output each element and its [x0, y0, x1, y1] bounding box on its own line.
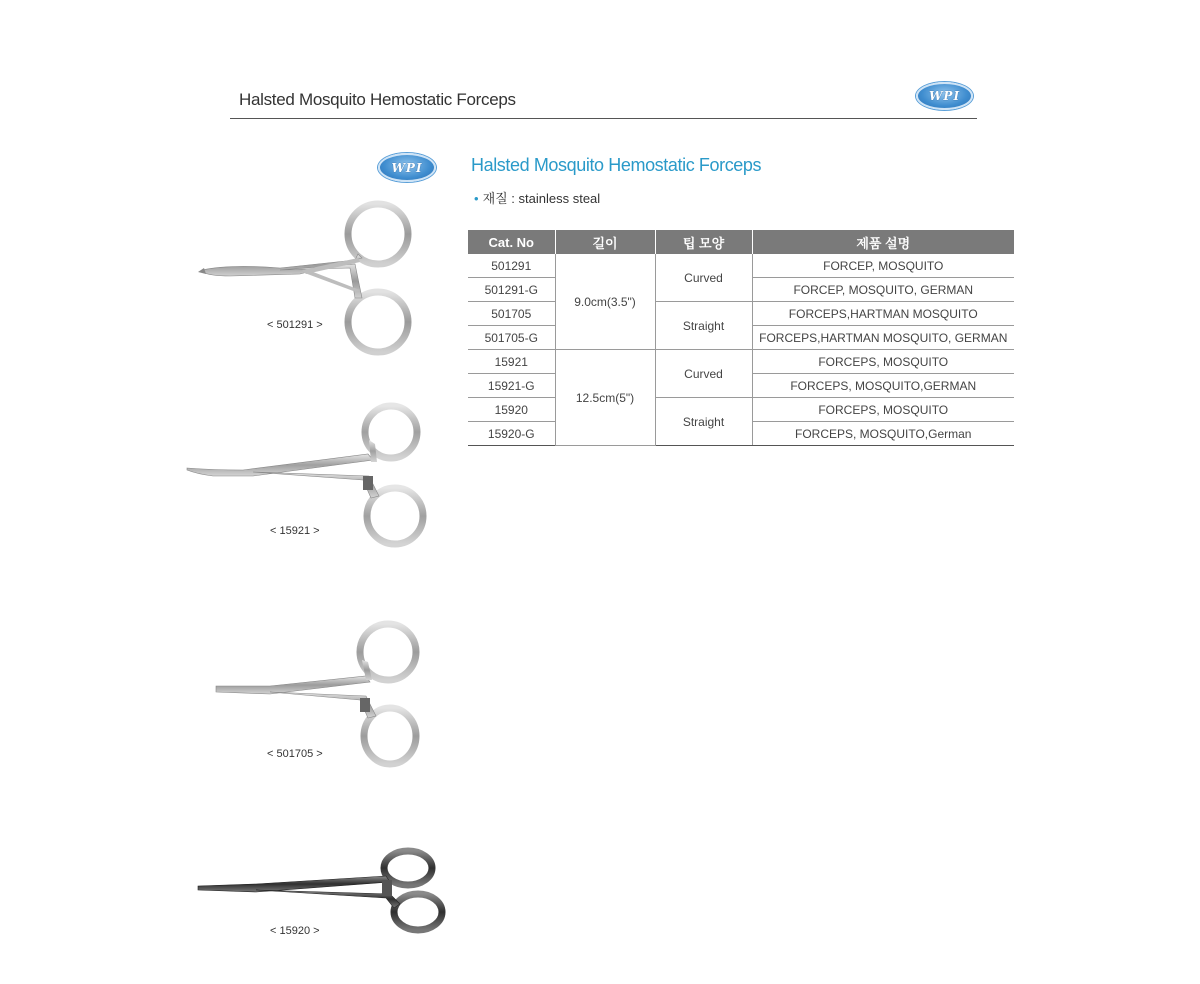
page-header — [230, 78, 977, 119]
cat-no-cell: 501291 — [468, 254, 555, 278]
description-cell: FORCEP, MOSQUITO — [752, 254, 1014, 278]
tip-cell: Curved — [655, 254, 752, 302]
image-caption: < 15920 > — [270, 925, 320, 937]
straight-forceps-icon — [196, 846, 448, 936]
table-header-row — [468, 230, 1014, 254]
cat-no-cell: 15920-G — [468, 422, 555, 446]
tip-cell: Straight — [655, 302, 752, 350]
wpi-logo — [916, 82, 973, 110]
curved-forceps-icon — [190, 198, 420, 358]
tip-cell: Straight — [655, 398, 752, 446]
table-row — [468, 350, 1014, 374]
description-cell: FORCEPS, MOSQUITO,German — [752, 422, 1014, 446]
description-cell: FORCEPS,HARTMAN MOSQUITO — [752, 302, 1014, 326]
product-title: Halsted Mosquito Hemostatic Forceps — [471, 155, 762, 175]
material-line — [474, 188, 600, 207]
cat-no-cell: 501291-G — [468, 278, 555, 302]
cat-no-cell: 15921 — [468, 350, 555, 374]
logo-text: WPI — [928, 89, 961, 103]
header-description: 제품 설명 — [752, 230, 1014, 254]
length-cell: 9.0cm(3.5") — [555, 254, 655, 350]
cat-no-cell: 501705 — [468, 302, 555, 326]
table-row — [468, 398, 1014, 422]
cat-no-cell: 15921-G — [468, 374, 555, 398]
description-cell: FORCEPS,HARTMAN MOSQUITO, GERMAN — [752, 326, 1014, 350]
wpi-logo-small — [378, 153, 436, 182]
page-title: Halsted Mosquito Hemostatic Forceps — [239, 90, 516, 109]
description-cell: FORCEPS, MOSQUITO,GERMAN — [752, 374, 1014, 398]
table-row — [468, 254, 1014, 278]
image-caption: < 501705 > — [267, 748, 323, 760]
header-tip: 팁 모양 — [655, 230, 752, 254]
cat-no-cell: 15920 — [468, 398, 555, 422]
tip-cell: Curved — [655, 350, 752, 398]
cat-no-cell: 501705-G — [468, 326, 555, 350]
header-length: 길이 — [555, 230, 655, 254]
material-text: 재질 : stainless steal — [482, 191, 601, 206]
length-cell: 12.5cm(5") — [555, 350, 655, 446]
description-cell: FORCEP, MOSQUITO, GERMAN — [752, 278, 1014, 302]
description-cell: FORCEPS, MOSQUITO — [752, 350, 1014, 374]
header-cat-no: Cat. No — [468, 230, 555, 254]
image-caption: < 15921 > — [270, 525, 320, 537]
logo-text: WPI — [391, 160, 423, 175]
image-caption: < 501291 > — [267, 319, 323, 331]
table-row — [468, 302, 1014, 326]
spec-table — [468, 230, 1014, 446]
bullet-icon: • — [474, 191, 479, 206]
description-cell: FORCEPS, MOSQUITO — [752, 398, 1014, 422]
